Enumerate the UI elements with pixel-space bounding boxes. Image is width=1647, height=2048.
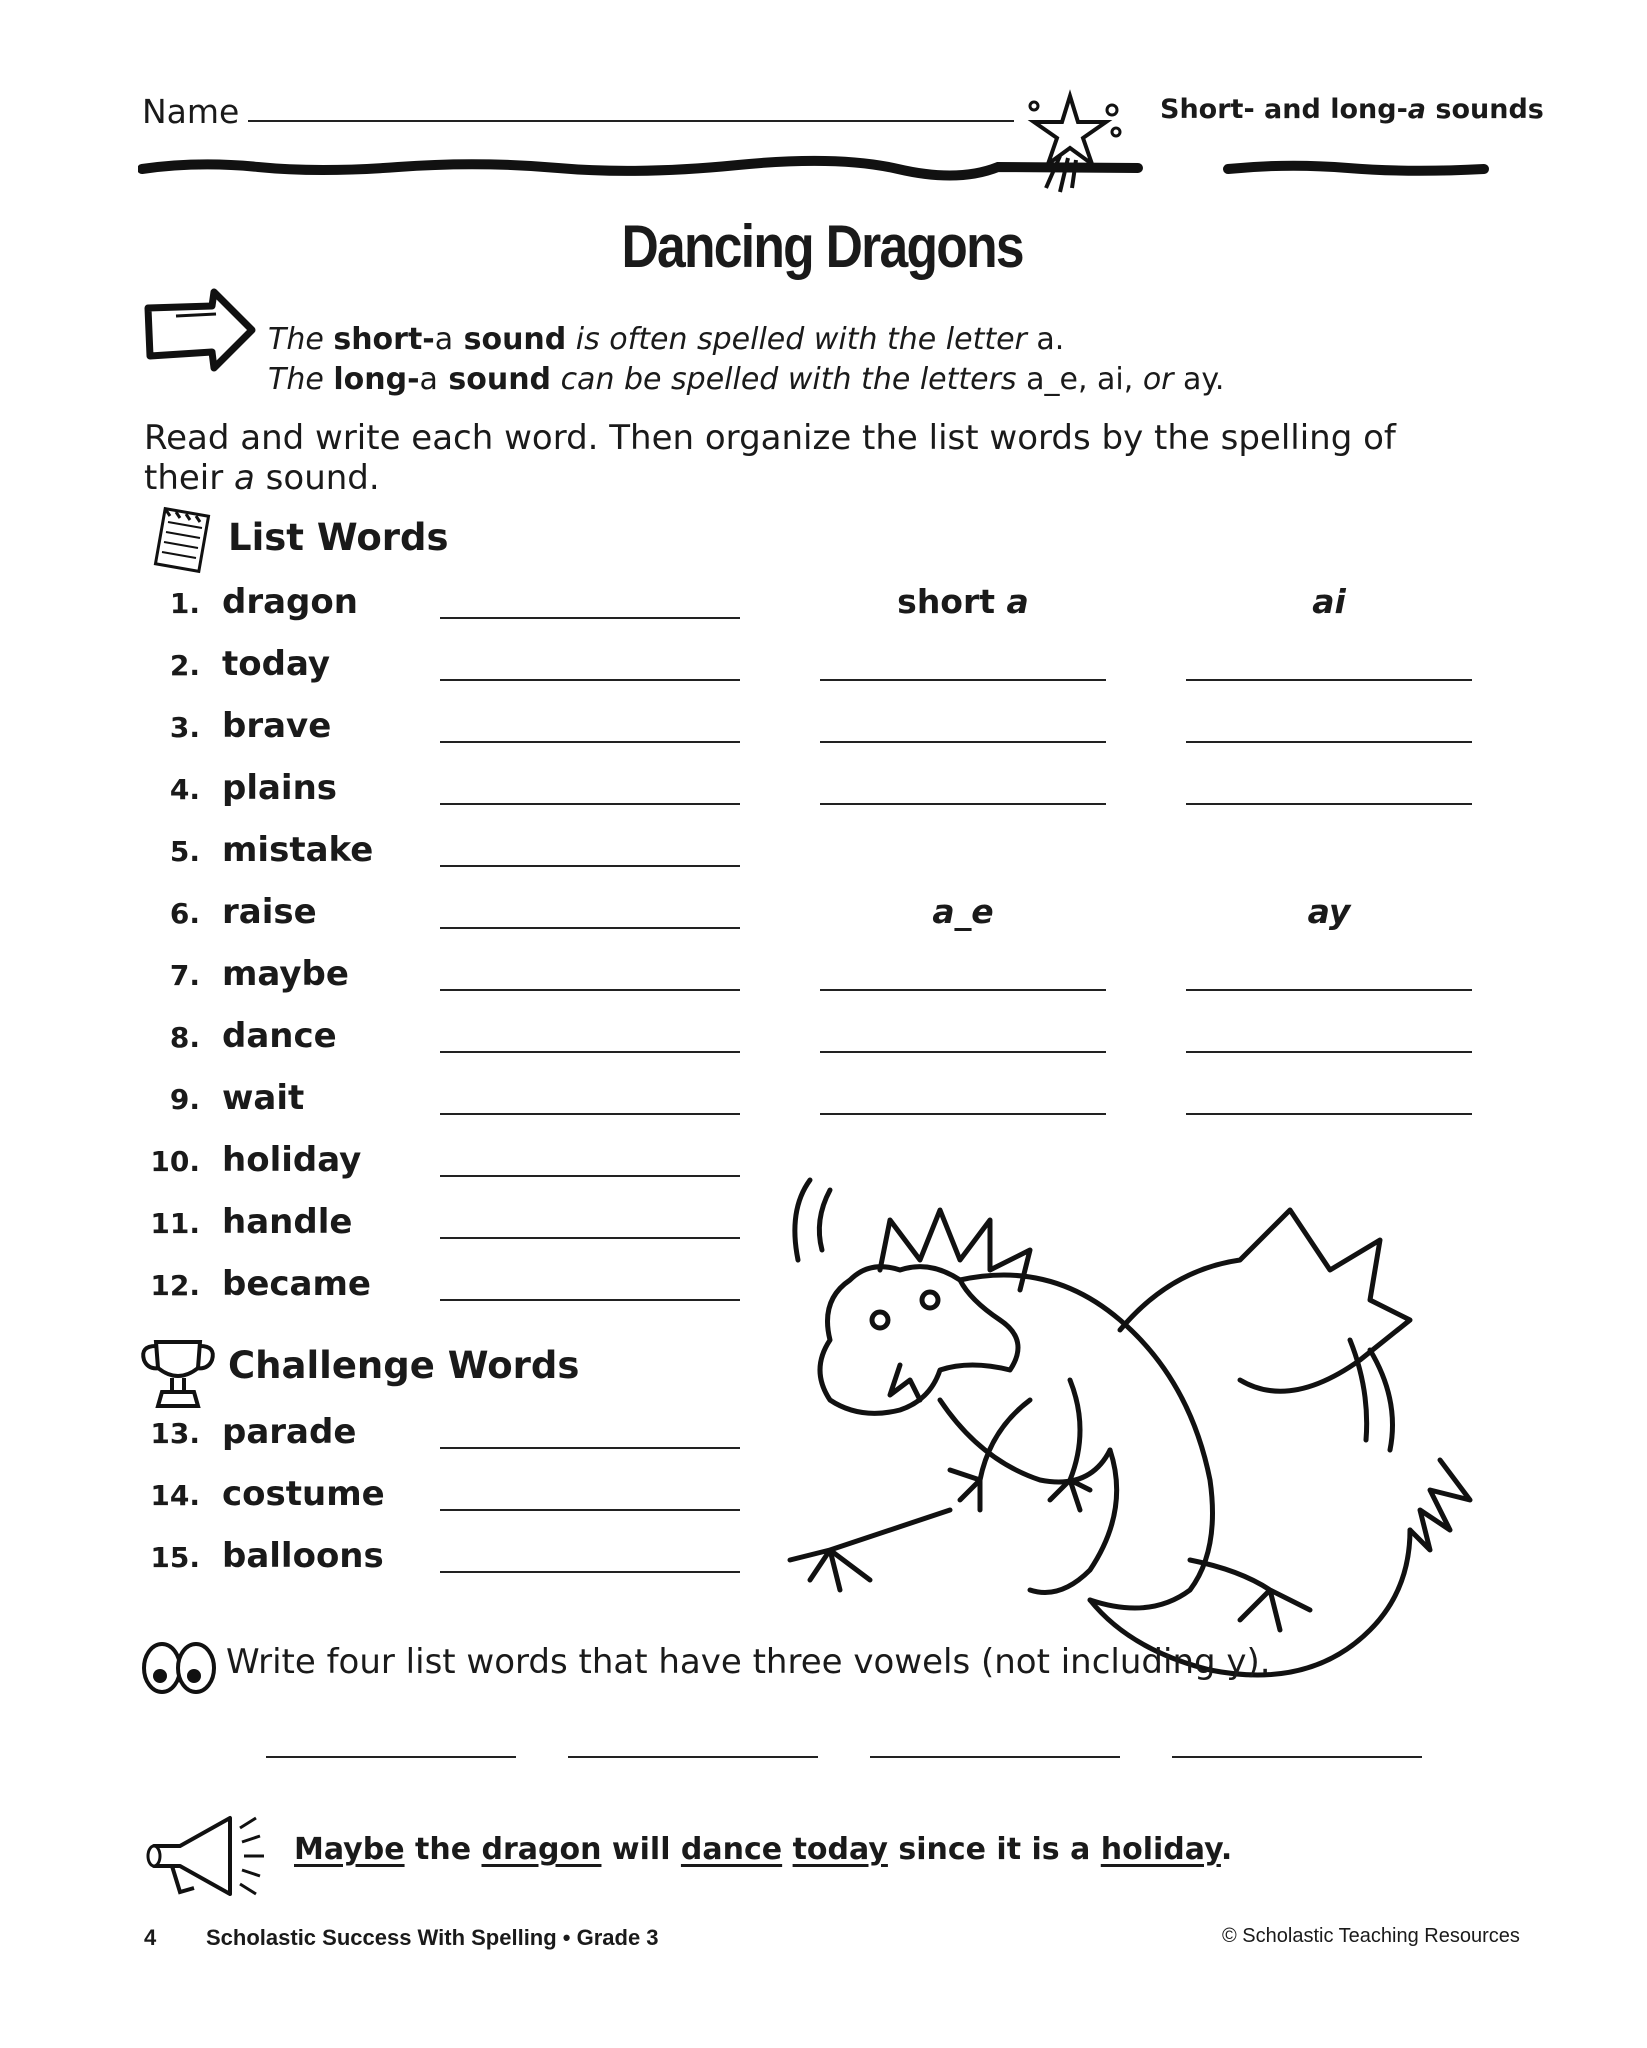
challenge-words-heading: Challenge Words — [228, 1344, 580, 1387]
write-word-blank[interactable] — [440, 1175, 740, 1177]
list-word: dance — [222, 1016, 337, 1056]
word-number: 9. — [169, 1083, 200, 1116]
ai-column-heading: ai — [1312, 582, 1346, 621]
short-a-blank[interactable] — [820, 679, 1106, 681]
write-word-blank[interactable] — [440, 927, 740, 929]
word-number: 7. — [169, 959, 200, 992]
instructions: Read and write each word. Then organize the list words by the spelling of their a sound. — [144, 418, 1396, 498]
short-a-rule: The short-a sound is often spelled with the letter a. — [268, 322, 1065, 357]
write-word-blank[interactable] — [440, 803, 740, 805]
write-word-blank[interactable] — [440, 1571, 740, 1573]
copyright: © Scholastic Teaching Resources — [1222, 1925, 1520, 1947]
ai-blank[interactable] — [1186, 803, 1472, 805]
ai-blank[interactable] — [1186, 679, 1472, 681]
word-number: 15. — [150, 1541, 200, 1574]
word-number: 6. — [169, 897, 200, 930]
list-word: mistake — [222, 830, 374, 870]
a-e-column-heading: a_e — [932, 892, 994, 931]
write-word-blank[interactable] — [440, 1299, 740, 1301]
megaphone-icon — [140, 1806, 270, 1906]
vowel-word-blank[interactable] — [870, 1756, 1120, 1758]
name-label: Name — [142, 92, 240, 131]
challenge-word: costume — [222, 1474, 385, 1514]
write-word-blank[interactable] — [440, 989, 740, 991]
word-number: 4. — [169, 773, 200, 806]
list-word: became — [222, 1264, 371, 1304]
vowel-word-blank[interactable] — [266, 1756, 516, 1758]
word-number: 12. — [150, 1269, 200, 1302]
a-e-blank[interactable] — [820, 989, 1106, 991]
trophy-icon — [136, 1334, 220, 1412]
list-word: today — [222, 644, 331, 684]
list-word: raise — [222, 892, 317, 932]
short-a-column-heading: short a — [897, 582, 1029, 621]
word-number: 2. — [169, 649, 200, 682]
list-word: handle — [222, 1202, 353, 1242]
write-word-blank[interactable] — [440, 1509, 740, 1511]
word-number: 14. — [150, 1479, 200, 1512]
ay-column-heading: ay — [1307, 892, 1351, 931]
list-word: plains — [222, 768, 338, 808]
page-number: 4 — [144, 1925, 157, 1950]
challenge-word: parade — [222, 1412, 357, 1452]
word-number: 8. — [169, 1021, 200, 1054]
short-a-blank[interactable] — [820, 741, 1106, 743]
short-a-blank[interactable] — [820, 803, 1106, 805]
write-word-blank[interactable] — [440, 1113, 740, 1115]
write-word-blank[interactable] — [440, 865, 740, 867]
a-e-blank[interactable] — [820, 1051, 1106, 1053]
book-title: Scholastic Success With Spelling • Grade 3 — [206, 1925, 659, 1950]
list-word: brave — [222, 706, 332, 746]
write-word-blank[interactable] — [440, 741, 740, 743]
header-divider — [138, 155, 1490, 185]
vowel-task-prompt: Write four list words that have three vowels (not including y). — [226, 1642, 1271, 1682]
ay-blank[interactable] — [1186, 1113, 1472, 1115]
word-number: 1. — [169, 587, 200, 620]
notepad-icon — [144, 500, 220, 576]
list-word: holiday — [222, 1140, 362, 1180]
ai-blank[interactable] — [1186, 741, 1472, 743]
word-number: 13. — [150, 1417, 200, 1450]
page-title: Dancing Dragons — [621, 213, 1023, 280]
vowel-word-blank[interactable] — [1172, 1756, 1422, 1758]
list-word: maybe — [222, 954, 349, 994]
word-number: 10. — [150, 1145, 200, 1178]
word-number: 5. — [169, 835, 200, 868]
list-word: wait — [222, 1078, 305, 1118]
ay-blank[interactable] — [1186, 1051, 1472, 1053]
topic-label: Short- and long-a sounds — [1160, 94, 1544, 125]
write-word-blank[interactable] — [440, 617, 740, 619]
list-words-heading: List Words — [228, 516, 449, 559]
write-word-blank[interactable] — [440, 679, 740, 681]
long-a-rule: The long-a sound can be spelled with the letters a_e, ai, or ay. — [268, 362, 1225, 397]
arrow-icon — [140, 286, 260, 376]
vowel-word-blank[interactable] — [568, 1756, 818, 1758]
eyes-icon — [138, 1636, 222, 1696]
dragon-illustration — [770, 1150, 1490, 1710]
word-number: 11. — [150, 1207, 200, 1240]
name-field[interactable] — [248, 120, 1014, 122]
a-e-blank[interactable] — [820, 1113, 1106, 1115]
write-word-blank[interactable] — [440, 1051, 740, 1053]
ay-blank[interactable] — [1186, 989, 1472, 991]
dictation-sentence: Maybe the dragon will dance today since it is a holiday. — [294, 1832, 1233, 1867]
write-word-blank[interactable] — [440, 1237, 740, 1239]
word-number: 3. — [169, 711, 200, 744]
write-word-blank[interactable] — [440, 1447, 740, 1449]
challenge-word: balloons — [222, 1536, 384, 1576]
list-word: dragon — [222, 582, 358, 622]
